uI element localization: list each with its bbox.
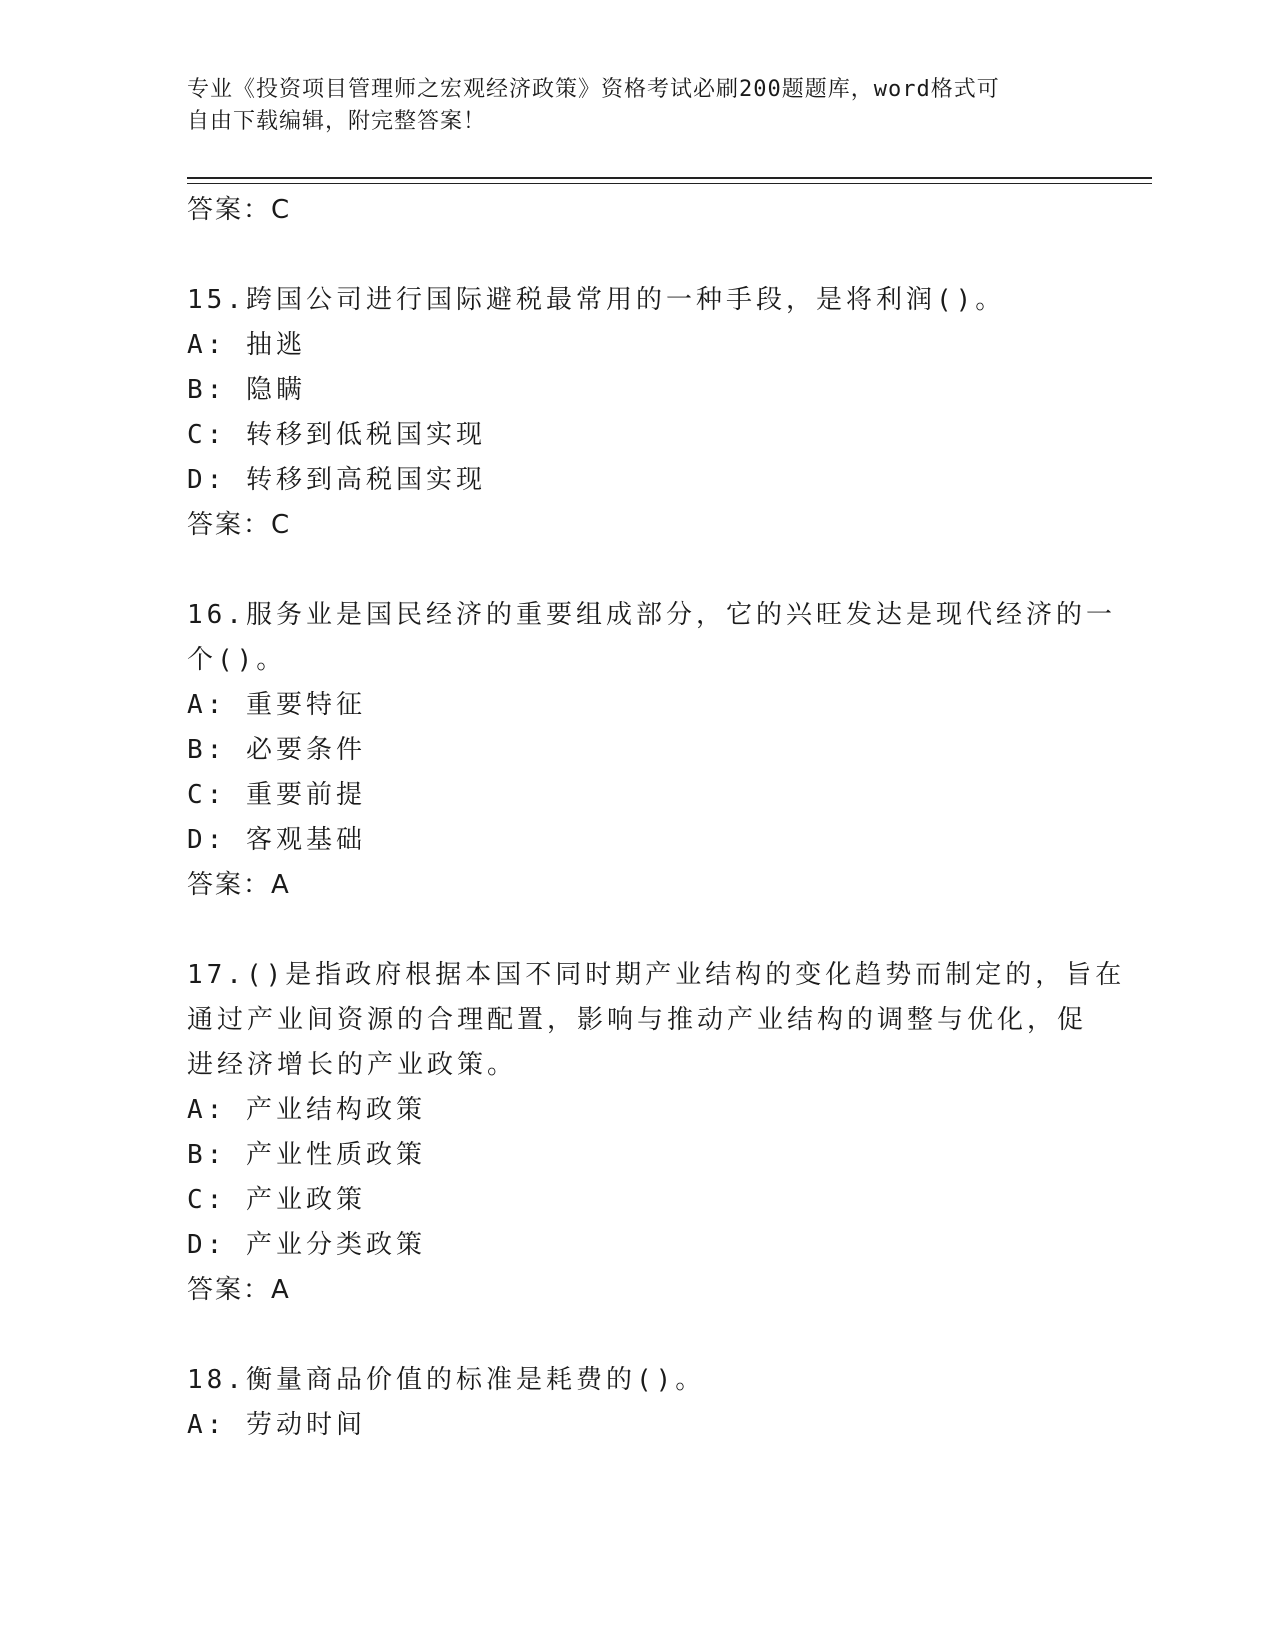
option-d: D: 转移到高税国实现 [187, 465, 486, 495]
question-stem-line-2: 通过产业间资源的合理配置，影响与推动产业结构的调整与优化，促 [187, 1005, 1088, 1035]
answer: 答案：A [187, 1275, 291, 1305]
question-stem-line-3: 进经济增长的产业政策。 [187, 1050, 518, 1080]
option-d: D: 产业分类政策 [187, 1230, 426, 1260]
option-c: C: 产业政策 [187, 1185, 366, 1215]
option-d: D: 客观基础 [187, 825, 366, 855]
question-17 [187, 953, 1126, 1313]
answer: 答案：A [187, 870, 291, 900]
document-header [187, 74, 1067, 138]
option-b: B: 隐瞒 [187, 375, 306, 405]
previous-answer: 答案：C [187, 195, 292, 225]
question-15 [187, 278, 1087, 548]
header-rule-thick [187, 177, 1152, 179]
option-a: A: 重要特征 [187, 690, 366, 720]
option-b: B: 必要条件 [187, 735, 366, 765]
option-c: C: 转移到低税国实现 [187, 420, 486, 450]
question-16 [187, 593, 1116, 908]
question-stem-line-1: 17.()是指政府根据本国不同时期产业结构的变化趋势而制定的，旨在 [187, 960, 1126, 990]
question-list [187, 188, 1126, 1448]
option-a: A: 劳动时间 [187, 1410, 366, 1440]
question-18 [187, 1358, 1087, 1448]
option-b: B: 产业性质政策 [187, 1140, 426, 1170]
question-stem-line-2: 个()。 [187, 645, 287, 675]
answer: 答案：C [187, 510, 292, 540]
option-c: C: 重要前提 [187, 780, 366, 810]
header-line-1: 专业《投资项目管理师之宏观经济政策》资格考试必刷200题题库，word格式可 [187, 77, 1000, 102]
option-a: A: 抽逃 [187, 330, 306, 360]
question-stem-line-1: 16.服务业是国民经济的重要组成部分，它的兴旺发达是现代经济的一 [187, 600, 1116, 630]
header-line-2: 自由下载编辑，附完整答案！ [187, 109, 487, 134]
option-a: A: 产业结构政策 [187, 1095, 426, 1125]
question-stem: 18.衡量商品价值的标准是耗费的()。 [187, 1365, 706, 1395]
question-stem: 15.跨国公司进行国际避税最常用的一种手段，是将利润()。 [187, 285, 1006, 315]
header-rule-thin [187, 183, 1152, 184]
